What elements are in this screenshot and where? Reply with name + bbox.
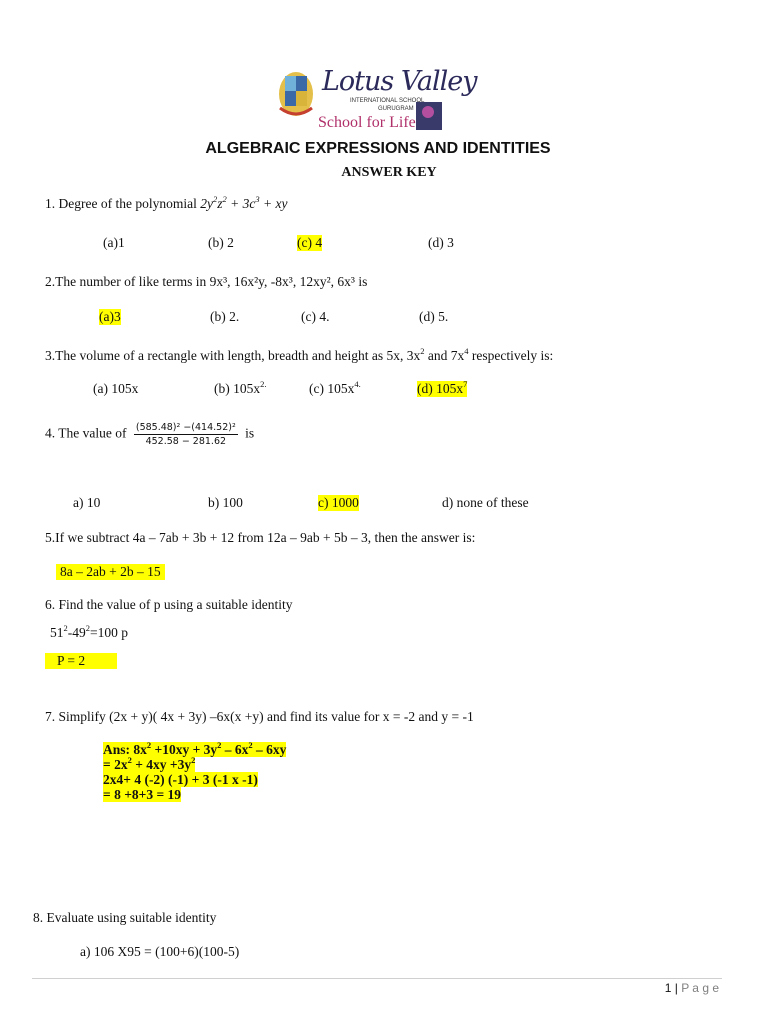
page-title: ALGEBRAIC EXPRESSIONS AND IDENTITIES bbox=[205, 140, 551, 157]
option-c: (c) $105x^{4.}$ bbox=[309, 379, 361, 396]
page-subtitle: ANSWER KEY bbox=[341, 165, 437, 180]
option-d-correct: (d) $105x^7$ bbox=[417, 379, 468, 396]
option-d: (d) 5. bbox=[419, 309, 449, 324]
question-3: 3.The volume of a rectangle with length, breadth and height as 5x, $3x^2$ and $7x^4$ respectively is: bbox=[45, 346, 554, 363]
question-1 bbox=[45, 196, 287, 212]
footer-divider bbox=[32, 978, 722, 979]
answer-5: 8a – 2ab + 2b – 15 bbox=[56, 564, 165, 580]
option-b: b) 100 bbox=[208, 495, 243, 510]
question-8a: a) 106 X95 = (100+6)(100-5) bbox=[80, 944, 240, 959]
option-a: (a) 105x bbox=[93, 381, 139, 396]
logo-line2: INTERNATIONAL SCHOOL bbox=[350, 98, 425, 104]
question-6: 6. Find the value of p using a suitable identity bbox=[45, 597, 293, 612]
logo-line3: GURUGRAM bbox=[378, 106, 414, 112]
option-d: (d) 3 bbox=[428, 235, 454, 250]
answer-6: P = 2 bbox=[45, 653, 117, 669]
option-a-correct: (a)3 bbox=[99, 309, 121, 324]
question-8: 8. Evaluate using suitable identity bbox=[33, 910, 217, 925]
answer-7: Ans: $8x^2 +10xy + 3y^2 - 6x^2 - 6xy$ = $2x^2 + 4xy +3y^2$ 2x4+ 4 (-2) (-1) + 3 (-1 x -1) = 8 +8+3 = 19 bbox=[103, 740, 287, 802]
option-b: (b) 2. bbox=[210, 309, 240, 324]
question-7: 7. Simplify (2x + y)( 4x + 3y) –6x(x +y) and find its value for x = -2 and y = -1 bbox=[45, 709, 474, 724]
option-a: a) 10 bbox=[73, 495, 101, 510]
question-text: 1. Degree of the polynomial bbox=[45, 196, 201, 211]
option-c: (c) 4. bbox=[301, 309, 330, 324]
option-d: d) none of these bbox=[442, 495, 529, 510]
question-4: 4. The value of $\frac{\text{(585.48)² −(414.52)²}}{452.58 - 281.62}$ is bbox=[45, 422, 255, 447]
polynomial: $2y^2z^2 + 3c^3$ + xy bbox=[200, 194, 288, 211]
page-footer: 1 | P a g e bbox=[664, 981, 719, 995]
question-5: 5.If we subtract 4a – 7ab + 3b + 12 from 12a – 9ab + 5b – 3, then the answer is: bbox=[45, 530, 476, 545]
option-a: (a)1 bbox=[103, 235, 125, 250]
working-6: $51^2-49^2=100$ p bbox=[50, 623, 128, 640]
option-b: (b) $105x^{2.}$ bbox=[214, 379, 267, 396]
logo-name: Lotus Valley bbox=[322, 66, 477, 97]
logo-tagline: School for Life bbox=[318, 114, 416, 131]
fraction: $\frac{\text{(585.48)² −(414.52)²}}{452.58 - 281.62}$ bbox=[135, 422, 236, 447]
option-b: (b) 2 bbox=[208, 235, 234, 250]
option-c-correct: (c) 4 bbox=[297, 235, 323, 250]
school-logo bbox=[276, 64, 477, 136]
option-c-correct: c) 1000 bbox=[318, 495, 359, 510]
question-2: 2.The number of like terms in 9x³, 16x²y, -8x³, 12xy², 6x³ is bbox=[45, 274, 368, 289]
